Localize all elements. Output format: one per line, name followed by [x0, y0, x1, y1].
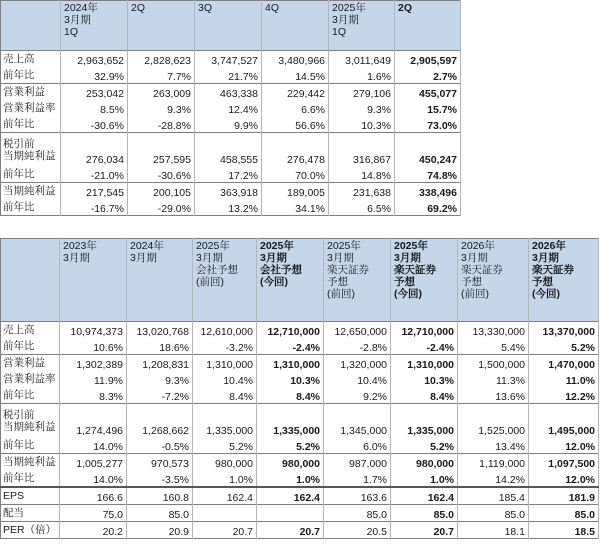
table-cell: 185.4 — [458, 487, 529, 505]
table-cell: 12.0% — [529, 470, 599, 487]
table-cell: 1.0% — [193, 470, 257, 487]
table-row — [1, 116, 461, 133]
header-line: 3月期 — [130, 252, 157, 264]
header-line: 3月期 — [64, 14, 91, 26]
table-cell: 1,335,000 — [391, 404, 458, 438]
header-line: 予想 — [327, 276, 348, 288]
table-cell: 12.2% — [529, 387, 599, 404]
table-cell: 455,077 — [395, 84, 461, 101]
table-cell: -29.0% — [128, 199, 195, 216]
table-cell: -16.7% — [61, 199, 128, 216]
header-line: 3月期 — [332, 14, 359, 26]
table-cell: 2,905,597 — [395, 51, 461, 68]
table-cell: 12,710,000 — [391, 322, 458, 339]
table-cell: 163.6 — [324, 487, 391, 505]
row-label-line: 前年比 — [3, 439, 35, 451]
row-label-line: 税引前 — [3, 408, 35, 421]
table-cell: 12,650,000 — [324, 322, 391, 339]
table-cell: -2.4% — [257, 338, 324, 355]
table-cell: -28.8% — [128, 116, 195, 133]
table-cell: 12,610,000 — [193, 322, 257, 339]
table-cell: 1,310,000 — [391, 355, 458, 372]
table-cell: 263,009 — [128, 84, 195, 101]
column-header — [61, 1, 128, 51]
table-cell: 18.5 — [529, 522, 599, 539]
table-cell: 5.2% — [193, 437, 257, 454]
table-cell: 10.3% — [391, 371, 458, 387]
table-cell: 14.8% — [329, 166, 395, 183]
table-cell: 8.3% — [60, 387, 127, 404]
table-cell: 5.2% — [529, 338, 599, 355]
column-header — [329, 1, 395, 51]
table-cell: 15.7% — [395, 100, 461, 116]
table-cell: 1,495,000 — [529, 404, 599, 438]
row-label-line: 営業利益率 — [3, 102, 56, 114]
row-label-line: 営業利益 — [3, 357, 45, 369]
table-cell: 9.9% — [195, 116, 262, 133]
table-cell: 3,480,966 — [262, 51, 329, 68]
table-cell: 21.7% — [195, 67, 262, 84]
table-row — [1, 505, 599, 522]
row-label-line: 配当 — [3, 507, 24, 519]
header-line: 楽天証券 — [327, 264, 369, 276]
row-label — [1, 51, 61, 68]
table-row — [1, 371, 599, 387]
table-cell: 70.0% — [262, 166, 329, 183]
header-line: 楽天証券 — [394, 264, 436, 276]
header-line: 3月期 — [260, 252, 287, 264]
row-label — [1, 67, 61, 84]
table-cell: 11.9% — [60, 371, 127, 387]
table-cell: -3.2% — [193, 338, 257, 355]
row-label — [1, 505, 60, 522]
table-cell — [257, 505, 324, 522]
row-label — [1, 437, 60, 454]
row-label-line: EPS — [3, 490, 25, 502]
table-cell: -0.5% — [127, 437, 193, 454]
row-label-line: 当期純利益 — [3, 420, 56, 433]
row-label — [1, 183, 61, 200]
table-row — [1, 322, 599, 339]
table-cell: 20.7 — [391, 522, 458, 539]
row-label-line: 売上高 — [3, 53, 35, 65]
row-label-line: 営業利益率 — [3, 373, 56, 385]
table-cell: 1,268,662 — [127, 404, 193, 438]
table-cell: 458,555 — [195, 133, 262, 167]
table-cell: 11.3% — [458, 371, 529, 387]
table-cell: 257,595 — [128, 133, 195, 167]
table-cell: 8.4% — [257, 387, 324, 404]
table-cell: 20.9 — [127, 522, 193, 539]
table-cell: 450,247 — [395, 133, 461, 167]
table-row — [1, 355, 599, 372]
header-line: 4Q — [265, 2, 280, 14]
row-label-line: PER（倍） — [3, 524, 57, 536]
header-line: 予想 — [394, 276, 415, 288]
header-line: (前回) — [196, 276, 224, 288]
header-line: 楽天証券 — [532, 264, 574, 276]
table-cell: 12.4% — [195, 100, 262, 116]
row-label — [1, 322, 60, 339]
table-cell: 1.7% — [324, 470, 391, 487]
table-cell: 73.0% — [395, 116, 461, 133]
table-cell: 5.2% — [257, 437, 324, 454]
table-cell: 20.7 — [257, 522, 324, 539]
table-cell: 85.0 — [529, 505, 599, 522]
table-cell: 987,000 — [324, 454, 391, 471]
table-cell: 32.9% — [61, 67, 128, 84]
header-line: 2025年 — [260, 240, 294, 252]
table-cell: 1.0% — [391, 470, 458, 487]
table-row — [1, 84, 461, 101]
table-cell: 20.2 — [60, 522, 127, 539]
row-label-line: 前年比 — [3, 472, 35, 484]
table-cell: 13.2% — [195, 199, 262, 216]
header-line: (今回) — [394, 288, 422, 300]
row-label — [1, 387, 60, 404]
row-label-line: 当期純利益 — [3, 185, 56, 197]
table-cell: 14.5% — [262, 67, 329, 84]
row-label-line: 前年比 — [3, 340, 35, 352]
table-cell: 13,020,768 — [127, 322, 193, 339]
table-cell: 970,573 — [127, 454, 193, 471]
table-cell: 13.6% — [458, 387, 529, 404]
header-line: (今回) — [260, 276, 288, 288]
header-row — [1, 239, 599, 322]
table-cell: 9.3% — [329, 100, 395, 116]
table-cell: 5.2% — [391, 437, 458, 454]
header-line: 2024年 — [64, 2, 98, 14]
header-line: 1Q — [64, 26, 79, 38]
column-header — [1, 1, 61, 51]
table-cell: 5.4% — [458, 338, 529, 355]
column-header — [529, 239, 599, 322]
table-row — [1, 199, 461, 216]
table-cell: 85.0 — [458, 505, 529, 522]
table-cell: 20.5 — [324, 522, 391, 539]
table-cell: 338,496 — [395, 183, 461, 200]
table-cell: 162.4 — [193, 487, 257, 505]
table-cell: 1,500,000 — [458, 355, 529, 372]
header-line: 2025年 — [332, 2, 366, 14]
table-cell: 980,000 — [257, 454, 324, 471]
header-line: 予想 — [532, 276, 553, 288]
row-label-line: 前年比 — [3, 69, 35, 81]
table-cell: 10.3% — [257, 371, 324, 387]
table-cell: 18.1 — [458, 522, 529, 539]
table-cell: 279,106 — [329, 84, 395, 101]
column-header — [262, 1, 329, 51]
row-label-line: 当期純利益 — [3, 456, 56, 468]
column-header — [458, 239, 529, 322]
table-row — [1, 166, 461, 183]
table-cell: 8.4% — [193, 387, 257, 404]
row-label-line: 前年比 — [3, 389, 35, 401]
table-row — [1, 387, 599, 404]
table-cell: 1,335,000 — [257, 404, 324, 438]
header-line: 会社予想 — [260, 264, 302, 276]
column-header — [193, 239, 257, 322]
table-cell: 1.6% — [329, 67, 395, 84]
row-label — [1, 166, 61, 183]
column-header — [127, 239, 193, 322]
table-cell: -30.6% — [61, 116, 128, 133]
row-label-line: 前年比 — [3, 118, 35, 130]
column-header — [395, 1, 461, 51]
row-label — [1, 199, 61, 216]
table-cell: 1,525,000 — [458, 404, 529, 438]
table-cell: 1,274,496 — [60, 404, 127, 438]
table-row — [1, 100, 461, 116]
table-cell: 1,335,000 — [193, 404, 257, 438]
table-cell: 9.3% — [128, 100, 195, 116]
table-cell: 10.4% — [324, 371, 391, 387]
table-cell: 17.2% — [195, 166, 262, 183]
table-cell: 316,867 — [329, 133, 395, 167]
table-cell: 1,470,000 — [529, 355, 599, 372]
row-label-line: 売上高 — [3, 324, 35, 336]
table-row — [1, 51, 461, 68]
table-cell: 8.4% — [391, 387, 458, 404]
table-cell: 12.0% — [529, 437, 599, 454]
table-cell: 1.0% — [257, 470, 324, 487]
table-cell: 69.2% — [395, 199, 461, 216]
table-cell: 85.0 — [127, 505, 193, 522]
table-cell: 74.8% — [395, 166, 461, 183]
table-cell: 13,370,000 — [529, 322, 599, 339]
table-cell: 1,005,277 — [60, 454, 127, 471]
table-cell: 14.2% — [458, 470, 529, 487]
table-cell: 2,963,652 — [61, 51, 128, 68]
column-header — [60, 239, 127, 322]
header-line: 2025年 — [327, 240, 361, 252]
header-line: 3月期 — [327, 252, 354, 264]
table-cell: -30.6% — [128, 166, 195, 183]
header-line: 3月期 — [461, 252, 488, 264]
row-label-line: 前年比 — [3, 201, 35, 213]
header-line: 2Q — [131, 2, 146, 14]
table-cell: 363,918 — [195, 183, 262, 200]
header-line: (前回) — [327, 288, 355, 300]
table-cell: 9.2% — [324, 387, 391, 404]
table-cell: 162.4 — [257, 487, 324, 505]
table-cell: 10.3% — [329, 116, 395, 133]
header-line: 2025年 — [394, 240, 428, 252]
table-cell: 1,119,000 — [458, 454, 529, 471]
header-line: 2026年 — [532, 240, 566, 252]
column-header — [1, 239, 60, 322]
row-label — [1, 133, 61, 167]
table-cell: 1,208,831 — [127, 355, 193, 372]
table-cell: 6.6% — [262, 100, 329, 116]
header-line: (前回) — [461, 288, 489, 300]
table-cell: 10.6% — [60, 338, 127, 355]
table-cell: 162.4 — [391, 487, 458, 505]
table-cell: 166.6 — [60, 487, 127, 505]
table-cell: 2.7% — [395, 67, 461, 84]
table-row — [1, 67, 461, 84]
table-cell: 13,330,000 — [458, 322, 529, 339]
table-cell: 181.9 — [529, 487, 599, 505]
table-cell: 3,011,649 — [329, 51, 395, 68]
column-header — [128, 1, 195, 51]
column-header — [257, 239, 324, 322]
table-cell: -3.5% — [127, 470, 193, 487]
header-line: 2025年 — [196, 240, 230, 252]
header-line: 予想 — [461, 276, 482, 288]
table-cell: 85.0 — [324, 505, 391, 522]
table-cell: 14.0% — [60, 437, 127, 454]
table-cell: 1,320,000 — [324, 355, 391, 372]
header-line: 3月期 — [394, 252, 421, 264]
header-line: 3Q — [198, 2, 213, 14]
row-label — [1, 487, 60, 505]
row-label-line: 当期純利益 — [3, 149, 56, 162]
row-label — [1, 355, 60, 372]
table-cell: 1,097,500 — [529, 454, 599, 471]
row-label — [1, 404, 60, 438]
row-label — [1, 522, 60, 539]
header-line: 2026年 — [461, 240, 495, 252]
table-cell: 463,338 — [195, 84, 262, 101]
annual-forecast-table — [0, 238, 599, 539]
table-row — [1, 437, 599, 454]
table-cell: -21.0% — [61, 166, 128, 183]
row-label — [1, 84, 61, 101]
row-label-line: 税引前 — [3, 137, 35, 150]
row-label — [1, 338, 60, 355]
table-cell: 189,005 — [262, 183, 329, 200]
header-line: 楽天証券 — [461, 264, 503, 276]
table-cell: 276,478 — [262, 133, 329, 167]
table-cell: 11.0% — [529, 371, 599, 387]
table-cell: 253,042 — [61, 84, 128, 101]
header-line: 2Q — [398, 2, 413, 14]
table-row — [1, 454, 599, 471]
table-row — [1, 470, 599, 487]
table-cell: 12,710,000 — [257, 322, 324, 339]
quarterly-results-table — [0, 0, 461, 216]
row-label — [1, 454, 60, 471]
table-row — [1, 487, 599, 505]
table-row — [1, 404, 599, 438]
header-line: (今回) — [532, 288, 560, 300]
table-row — [1, 522, 599, 539]
table-cell: 14.0% — [60, 470, 127, 487]
table-cell: 75.0 — [60, 505, 127, 522]
table-cell: 200,105 — [128, 183, 195, 200]
column-header — [324, 239, 391, 322]
table-cell: 6.5% — [329, 199, 395, 216]
table-cell: -2.8% — [324, 338, 391, 355]
table-cell: 160.8 — [127, 487, 193, 505]
table-cell — [193, 505, 257, 522]
table-row — [1, 338, 599, 355]
header-line: 3月期 — [63, 252, 90, 264]
table-cell: 231,638 — [329, 183, 395, 200]
table-cell: 34.1% — [262, 199, 329, 216]
table-cell: 20.7 — [193, 522, 257, 539]
table-cell: 229,442 — [262, 84, 329, 101]
row-label — [1, 470, 60, 487]
table-cell: 9.3% — [127, 371, 193, 387]
column-header — [391, 239, 458, 322]
row-label — [1, 100, 61, 116]
row-label-line: 営業利益 — [3, 86, 45, 98]
header-line: 2023年 — [63, 240, 97, 252]
header-line: 2024年 — [130, 240, 164, 252]
table-cell: 10.4% — [193, 371, 257, 387]
header-line: 会社予想 — [196, 264, 238, 276]
row-label-line: 前年比 — [3, 168, 35, 180]
table-cell: 3,747,527 — [195, 51, 262, 68]
table-cell: 13.4% — [458, 437, 529, 454]
row-label — [1, 116, 61, 133]
table-cell: -7.2% — [127, 387, 193, 404]
table-cell: 7.7% — [128, 67, 195, 84]
row-label — [1, 371, 60, 387]
table-cell: -2.4% — [391, 338, 458, 355]
table-row — [1, 183, 461, 200]
header-row — [1, 1, 461, 51]
table-cell: 18.6% — [127, 338, 193, 355]
table-cell: 10,974,373 — [60, 322, 127, 339]
table-row — [1, 133, 461, 167]
table-cell: 1,345,000 — [324, 404, 391, 438]
table-cell: 276,034 — [61, 133, 128, 167]
table-cell: 980,000 — [193, 454, 257, 471]
table-cell: 1,302,389 — [60, 355, 127, 372]
table-cell: 2,828,623 — [128, 51, 195, 68]
header-line: 3月期 — [532, 252, 559, 264]
header-line: 1Q — [332, 26, 347, 38]
table-cell: 85.0 — [391, 505, 458, 522]
table-cell: 980,000 — [391, 454, 458, 471]
header-line: 3月期 — [196, 252, 223, 264]
table-cell: 6.0% — [324, 437, 391, 454]
column-header — [195, 1, 262, 51]
table-cell: 1,310,000 — [193, 355, 257, 372]
table-cell: 56.6% — [262, 116, 329, 133]
table-cell: 8.5% — [61, 100, 128, 116]
table-cell: 217,545 — [61, 183, 128, 200]
table-cell: 1,310,000 — [257, 355, 324, 372]
